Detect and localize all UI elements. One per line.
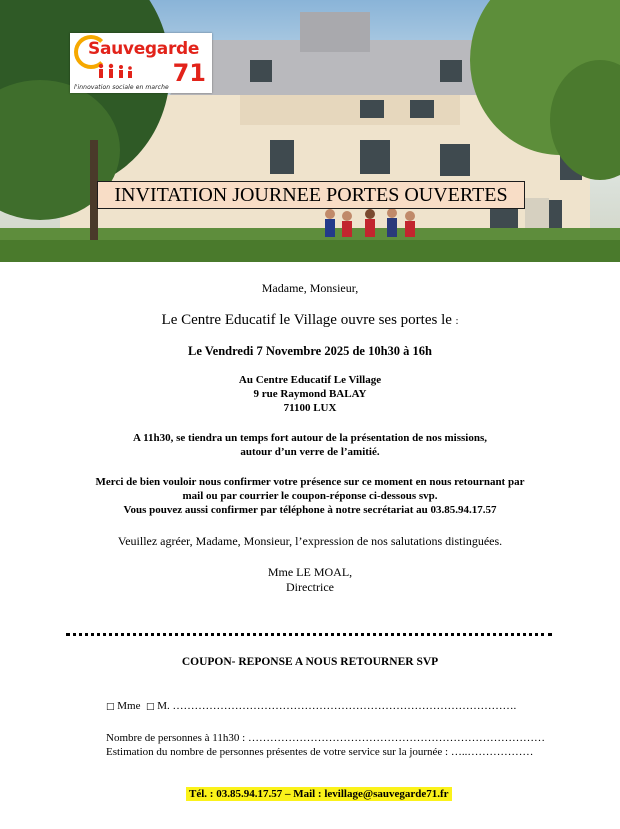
- sauvegarde71-logo: [70, 33, 212, 93]
- program-paragraph: [0, 431, 620, 459]
- checkbox-mme[interactable]: □: [106, 702, 115, 712]
- cut-line-divider: [66, 633, 552, 636]
- logo-figures-icon: [96, 63, 136, 79]
- estimate-field[interactable]: …..………………: [450, 746, 534, 758]
- confirm-line: Merci de bien vouloir nous confirmer votre présence sur ce moment en nous retournant par: [95, 476, 525, 488]
- name-dotted-field[interactable]: ………………………………………………………………………………….: [172, 700, 517, 712]
- salutation: Madame, Monsieur,: [261, 281, 359, 295]
- coupon-title: COUPON- REPONSE A NOUS RETOURNER SVP: [181, 656, 439, 668]
- header-photo: [0, 0, 620, 262]
- program-line: A 11h30, se tiendra un temps fort autour de la présentation de nos missions,: [133, 432, 487, 444]
- logo-number: 71: [172, 59, 206, 87]
- signature-role: Directrice: [286, 580, 334, 594]
- opening-colon: :: [455, 316, 459, 327]
- people-count-label: Nombre de personnes à 11h30 :: [106, 732, 246, 744]
- civility-row: [106, 700, 516, 712]
- event-date: Le Vendredi 7 Novembre 2025 de 10h30 à 16h: [187, 344, 432, 358]
- confirm-paragraph: [0, 475, 620, 517]
- logo-tagline: l'innovation sociale en marche: [74, 84, 169, 91]
- opening-line: [0, 311, 620, 331]
- program-line: autour d’un verre de l’amitié.: [240, 446, 380, 458]
- signature-name: Mme LE MOAL,: [267, 565, 353, 579]
- opening-text: Le Centre Educatif le Village ouvre ses portes le: [161, 312, 452, 328]
- confirm-line: mail ou par courrier le coupon-réponse ci-dessous svp.: [182, 490, 438, 502]
- event-address: [0, 373, 620, 415]
- mme-label: Mme: [117, 700, 141, 712]
- estimate-row: [106, 745, 533, 759]
- people-count-field[interactable]: ………………………………………………………………………: [247, 732, 545, 744]
- m-label: M.: [157, 700, 170, 712]
- people-count-row: [106, 731, 545, 745]
- address-line: Au Centre Educatif Le Village: [238, 374, 382, 386]
- politeness-formula: Veuillez agréer, Madame, Monsieur, l’expression de nos salutations distinguées.: [117, 534, 503, 548]
- checkbox-m[interactable]: □: [146, 702, 155, 712]
- address-line: 71100 LUX: [283, 402, 337, 414]
- confirm-line: Vous pouvez aussi confirmer par téléphone à notre secrétariat au 03.85.94.17.57: [123, 504, 497, 516]
- signature: [0, 565, 620, 595]
- estimate-label: Estimation du nombre de personnes présentes de votre service sur la journée :: [106, 746, 449, 758]
- address-line: 9 rue Raymond BALAY: [253, 388, 367, 400]
- invitation-title: INVITATION JOURNEE PORTES OUVERTES: [97, 181, 525, 209]
- logo-brand: Sauvegarde: [88, 39, 200, 59]
- contact-footer: Tél. : 03.85.94.17.57 – Mail : levillage@sauvegarde71.fr: [186, 787, 452, 801]
